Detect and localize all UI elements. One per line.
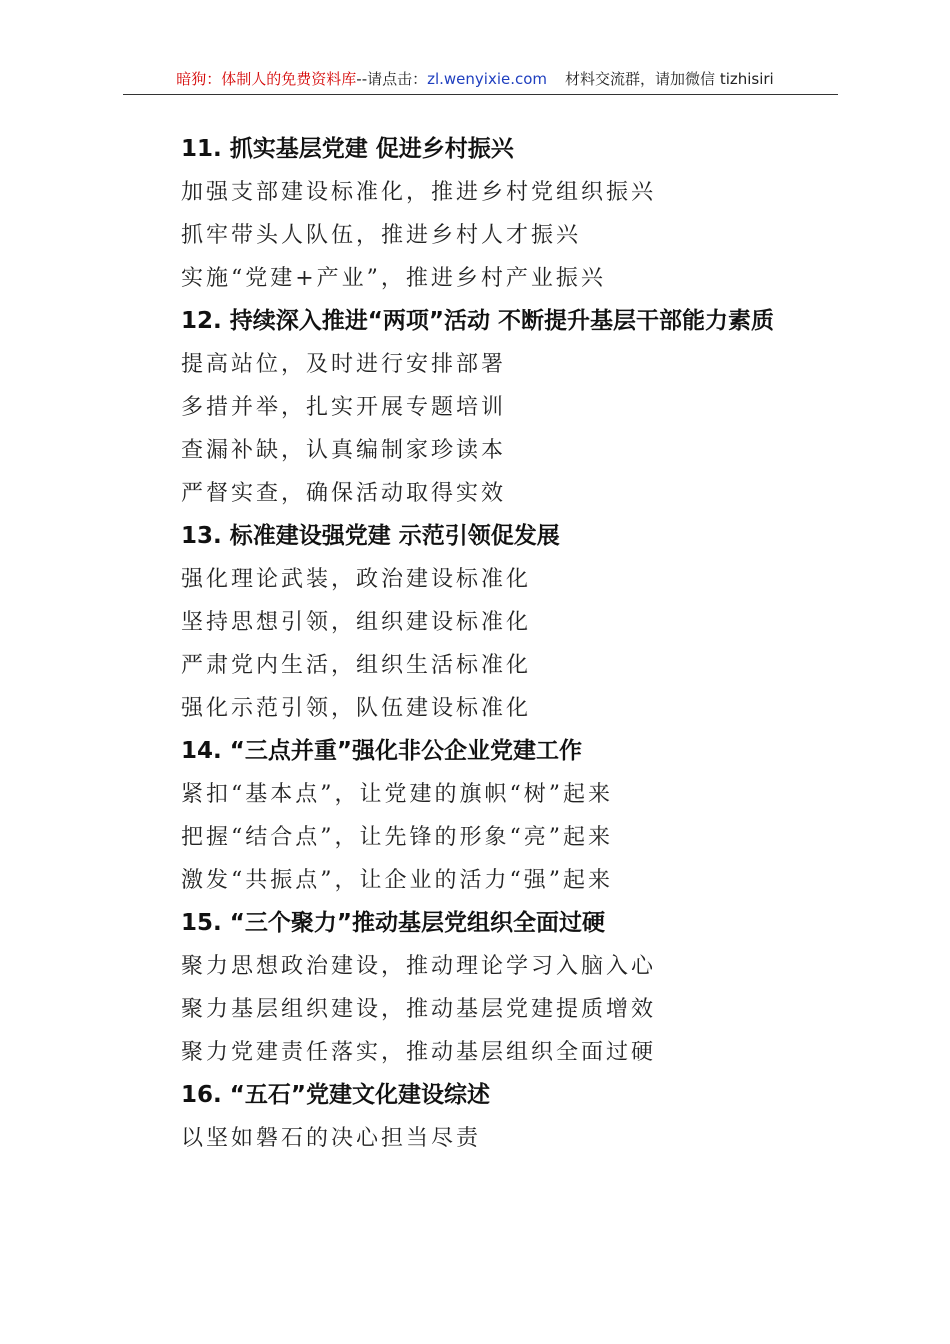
header-contact: 材料交流群，请加微信 tizhisiri bbox=[565, 70, 774, 88]
section-item: 以坚如磐石的决心担当尽责 bbox=[181, 1126, 482, 1151]
section-item: 把握“结合点”，让先锋的形象“亮”起来 bbox=[181, 825, 613, 850]
section-item: 加强支部建设标准化，推进乡村党组织振兴 bbox=[181, 180, 657, 205]
section-heading: 14. “三点并重”强化非公企业党建工作 bbox=[181, 738, 582, 764]
section-item: 聚力党建责任落实，推动基层组织全面过硬 bbox=[181, 1040, 657, 1065]
section-heading: 11. 抓实基层党建 促进乡村振兴 bbox=[181, 136, 514, 162]
section-item: 提高站位，及时进行安排部署 bbox=[181, 352, 507, 377]
section-heading: 13. 标准建设强党建 示范引领促发展 bbox=[181, 523, 560, 549]
section-item: 查漏补缺，认真编制家珍读本 bbox=[181, 438, 507, 463]
section-item: 多措并举，扎实开展专题培训 bbox=[181, 395, 507, 420]
section-heading: 15. “三个聚力”推动基层党组织全面过硬 bbox=[181, 910, 605, 936]
section-item: 聚力基层组织建设，推动基层党建提质增效 bbox=[181, 997, 657, 1022]
document-body bbox=[128, 128, 833, 1160]
section-item: 抓牢带头人队伍，推进乡村人才振兴 bbox=[181, 223, 582, 248]
section-item: 激发“共振点”，让企业的活力“强”起来 bbox=[181, 868, 613, 893]
header-click-prompt: --请点击： bbox=[356, 70, 428, 88]
section-item: 严肃党内生活，组织生活标准化 bbox=[181, 653, 532, 678]
section-heading: 12. 持续深入推进“两项”活动 不断提升基层干部能力素质 bbox=[181, 308, 774, 334]
section-item: 强化示范引领，队伍建设标准化 bbox=[181, 696, 532, 721]
section-item: 紧扣“基本点”，让党建的旗帜“树”起来 bbox=[181, 782, 613, 807]
section-item: 严督实查，确保活动取得实效 bbox=[181, 481, 507, 506]
section-item: 坚持思想引领，组织建设标准化 bbox=[181, 610, 532, 635]
section-heading: 16. “五石”党建文化建设综述 bbox=[181, 1082, 490, 1108]
section-item: 实施“党建+产业”，推进乡村产业振兴 bbox=[181, 266, 606, 291]
header-url-link[interactable]: zl.wenyixie.com bbox=[427, 70, 548, 88]
section-item: 聚力思想政治建设，推动理论学习入脑入心 bbox=[181, 954, 657, 979]
page-header bbox=[0, 68, 950, 89]
header-brand: 暗狗：体制人的免费资料库 bbox=[176, 70, 357, 88]
header-divider bbox=[123, 94, 838, 95]
section-item: 强化理论武装，政治建设标准化 bbox=[181, 567, 532, 592]
